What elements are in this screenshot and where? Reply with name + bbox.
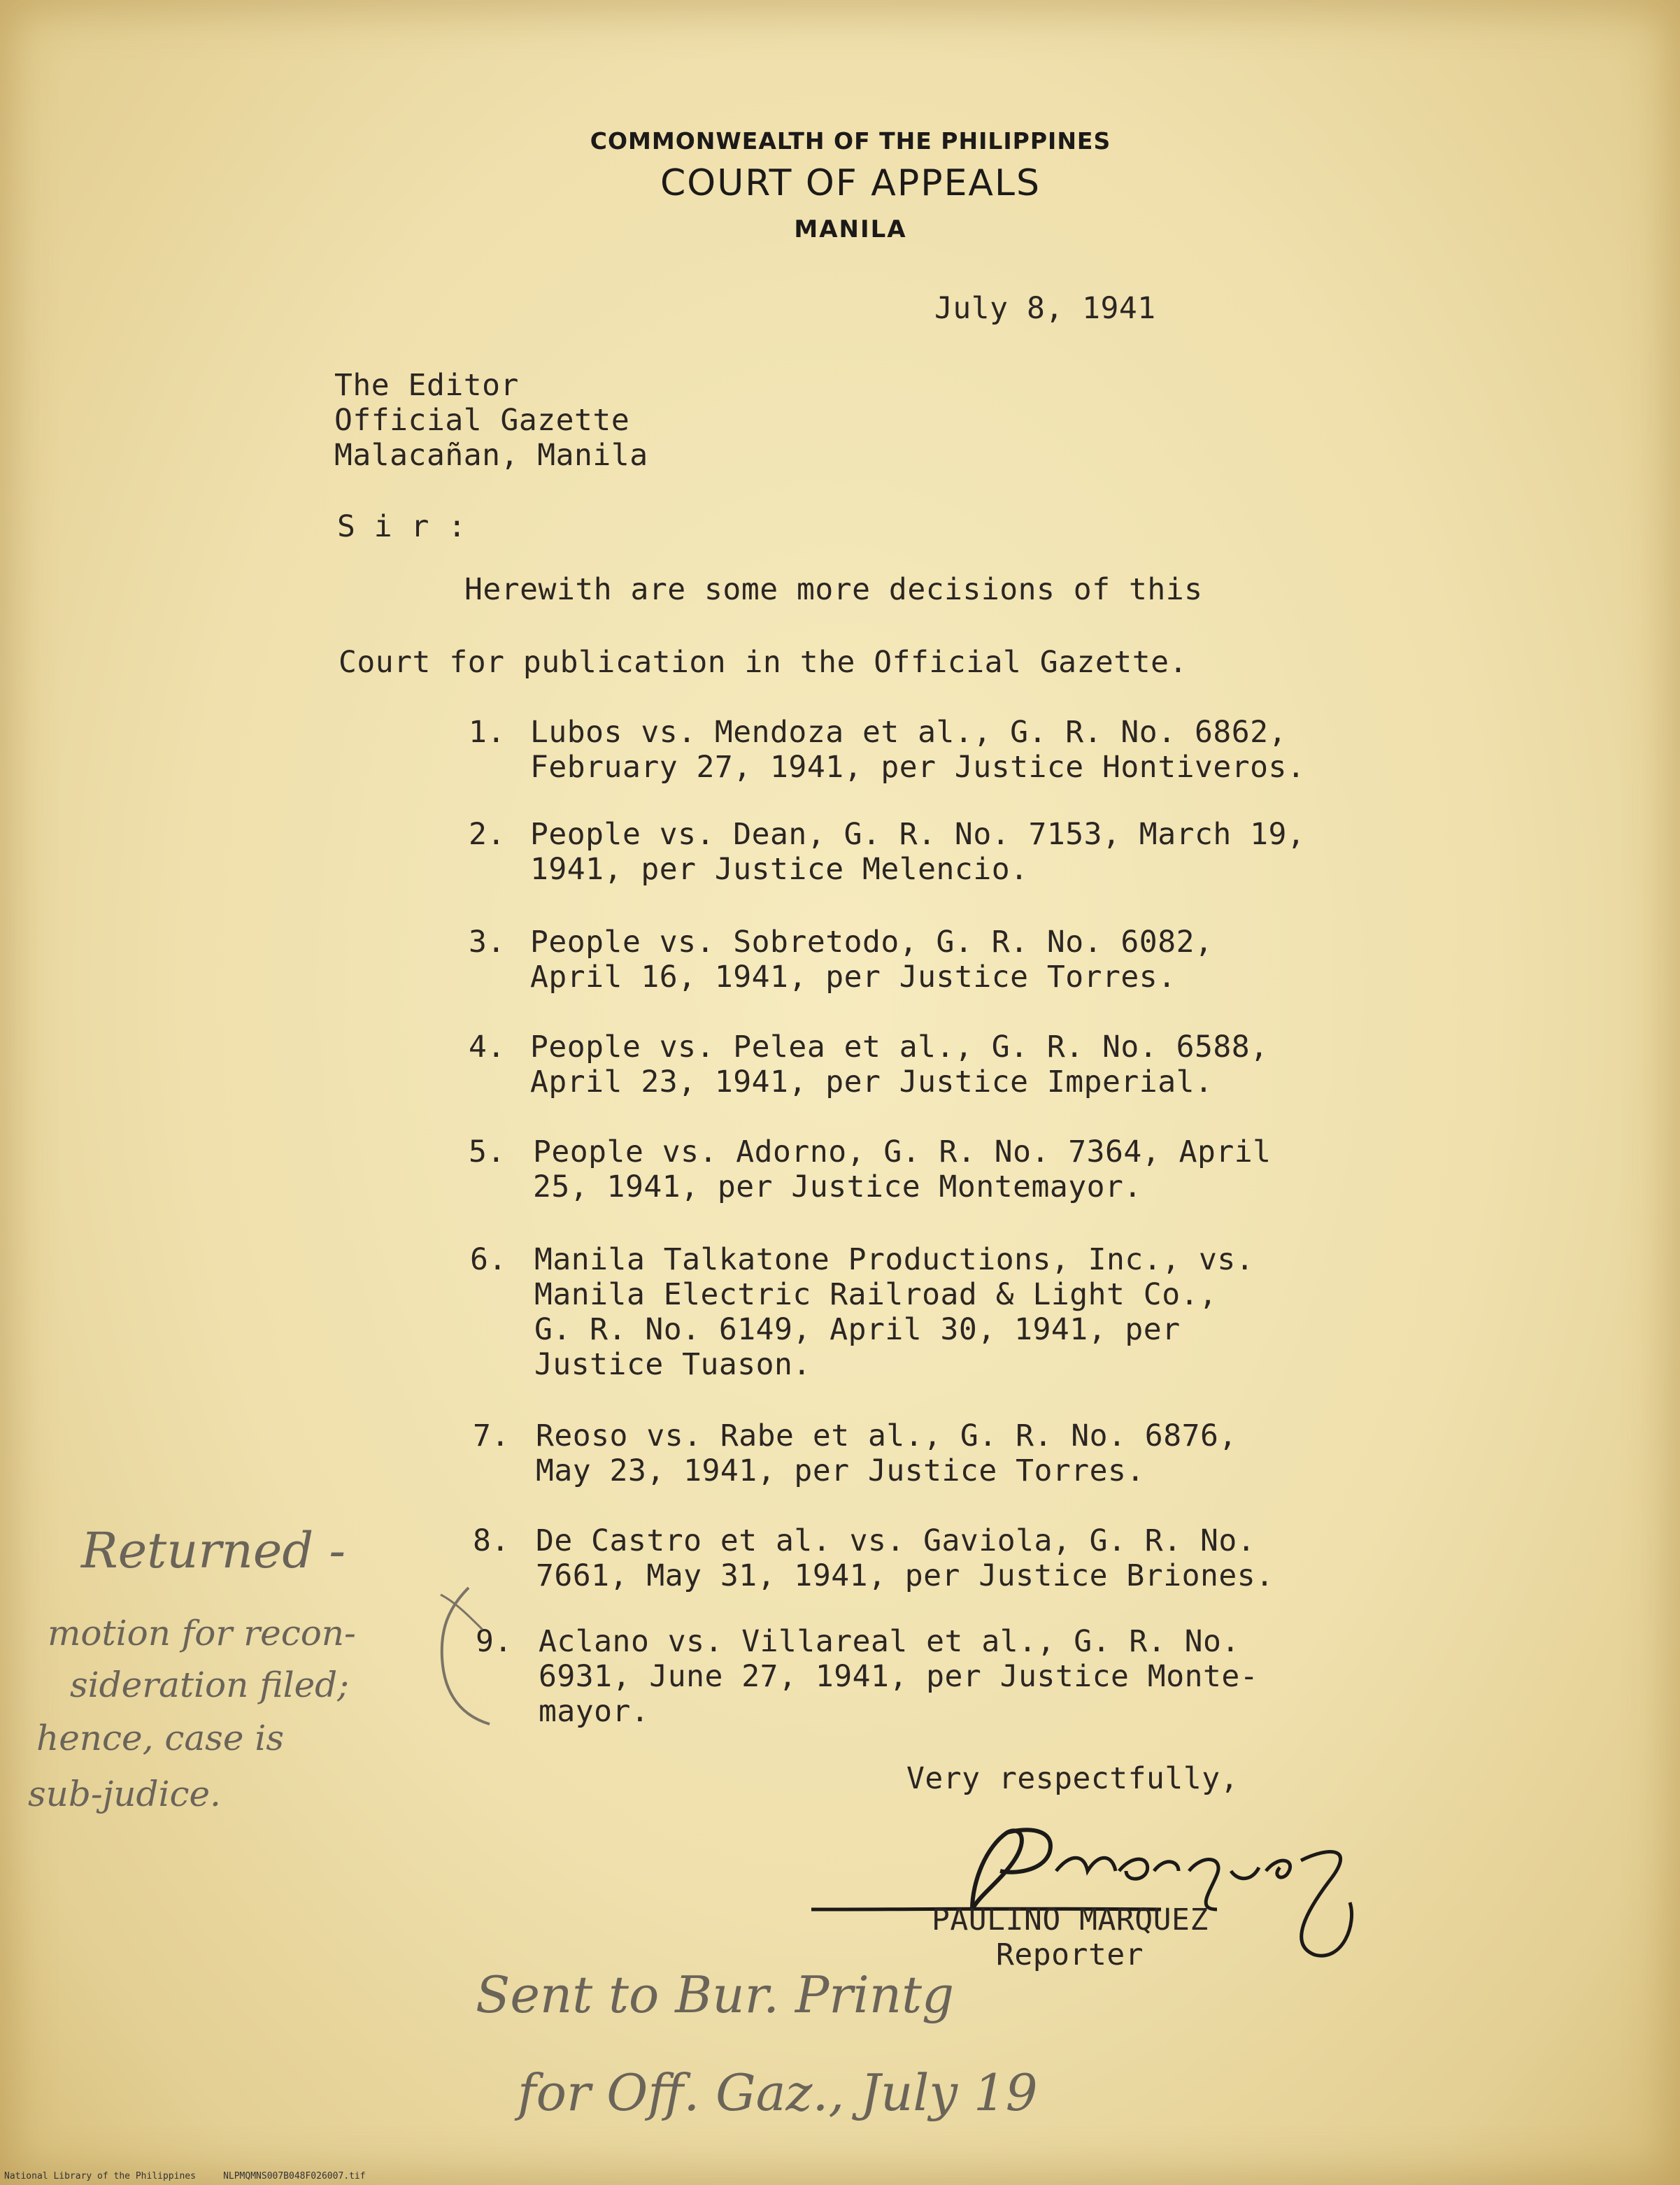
addressee-line3: Malacañan, Manila <box>334 438 648 473</box>
list-item-line: April 16, 1941, per Justice Torres. <box>530 960 1176 995</box>
list-item-line: G. R. No. 6149, April 30, 1941, per <box>534 1312 1181 1347</box>
archive-footer <box>4 2171 366 2182</box>
list-item-line: Justice Tuason. <box>534 1347 811 1382</box>
margin-note-line4: hence, case is <box>36 1718 284 1758</box>
letterhead-court: COURT OF APPEALS <box>660 162 1041 204</box>
bottom-note-line1: Sent to Bur. Printg <box>476 1965 955 2024</box>
body-line2: Court for publication in the Official Gazette. <box>339 645 1188 680</box>
body-line1: Herewith are some more decisions of this <box>464 572 1203 607</box>
signer-title: Reporter <box>996 1937 1144 1972</box>
margin-note-line5: sub-judice. <box>28 1774 221 1814</box>
signer-name: PAULINO MARQUEZ <box>932 1902 1209 1937</box>
list-item-number: 3. <box>469 925 506 960</box>
margin-note-line2: motion for recon- <box>48 1613 356 1653</box>
list-item-line: 25, 1941, per Justice Montemayor. <box>533 1169 1142 1204</box>
list-item-line: 1941, per Justice Melencio. <box>530 852 1029 887</box>
list-item-number: 5. <box>469 1134 506 1169</box>
salutation: S i r : <box>337 509 467 544</box>
list-item-line: February 27, 1941, per Justice Hontiveros. <box>530 750 1306 785</box>
list-item-line: People vs. Sobretodo, G. R. No. 6082, <box>530 925 1213 960</box>
margin-note-line1: Returned - <box>81 1522 346 1579</box>
list-item-line: 7661, May 31, 1941, per Justice Briones. <box>536 1558 1274 1593</box>
bottom-note-line2: for Off. Gaz., July 19 <box>518 2063 1038 2122</box>
letterhead-commonwealth: COMMONWEALTH OF THE PHILIPPINES <box>590 127 1111 155</box>
closing: Very respectfully, <box>906 1761 1239 1796</box>
letter-date: July 8, 1941 <box>934 291 1156 326</box>
pencil-bracket <box>420 1581 504 1735</box>
list-item-number: 7. <box>473 1418 510 1453</box>
list-item-number: 6. <box>470 1242 507 1277</box>
addressee-line2: Official Gazette <box>334 403 630 438</box>
footer-file: NLPMQMNS007B048F026007.tif <box>223 2171 366 2182</box>
list-item-line: April 23, 1941, per Justice Imperial. <box>530 1065 1213 1099</box>
footer-library: National Library of the Philippines <box>4 2171 196 2182</box>
list-item-number: 2. <box>469 817 506 852</box>
list-item-line: Manila Talkatone Productions, Inc., vs. <box>534 1242 1255 1277</box>
list-item-line: Reoso vs. Rabe et al., G. R. No. 6876, <box>536 1418 1237 1453</box>
list-item-number: 4. <box>469 1030 506 1065</box>
list-item-line: Lubos vs. Mendoza et al., G. R. No. 6862, <box>530 715 1287 750</box>
margin-note-line3: sideration filed; <box>70 1665 350 1705</box>
list-item-line: People vs. Dean, G. R. No. 7153, March 19, <box>530 817 1306 852</box>
list-item-line: De Castro et al. vs. Gaviola, G. R. No. <box>536 1523 1256 1558</box>
list-item-line: People vs. Pelea et al., G. R. No. 6588, <box>530 1030 1269 1065</box>
letterhead-city: MANILA <box>794 215 907 243</box>
list-item-line: May 23, 1941, per Justice Torres. <box>536 1453 1145 1488</box>
list-item-line: 6931, June 27, 1941, per Justice Monte- <box>539 1659 1259 1694</box>
list-item-line: Aclano vs. Villareal et al., G. R. No. <box>539 1624 1240 1659</box>
list-item-number: 8. <box>473 1523 510 1558</box>
list-item-number: 1. <box>469 715 506 750</box>
list-item-number: 9. <box>476 1624 513 1659</box>
list-item-line: People vs. Adorno, G. R. No. 7364, April <box>533 1134 1272 1169</box>
addressee-line1: The Editor <box>334 368 519 403</box>
list-item-line: mayor. <box>539 1694 650 1729</box>
list-item-line: Manila Electric Railroad & Light Co., <box>534 1277 1218 1312</box>
